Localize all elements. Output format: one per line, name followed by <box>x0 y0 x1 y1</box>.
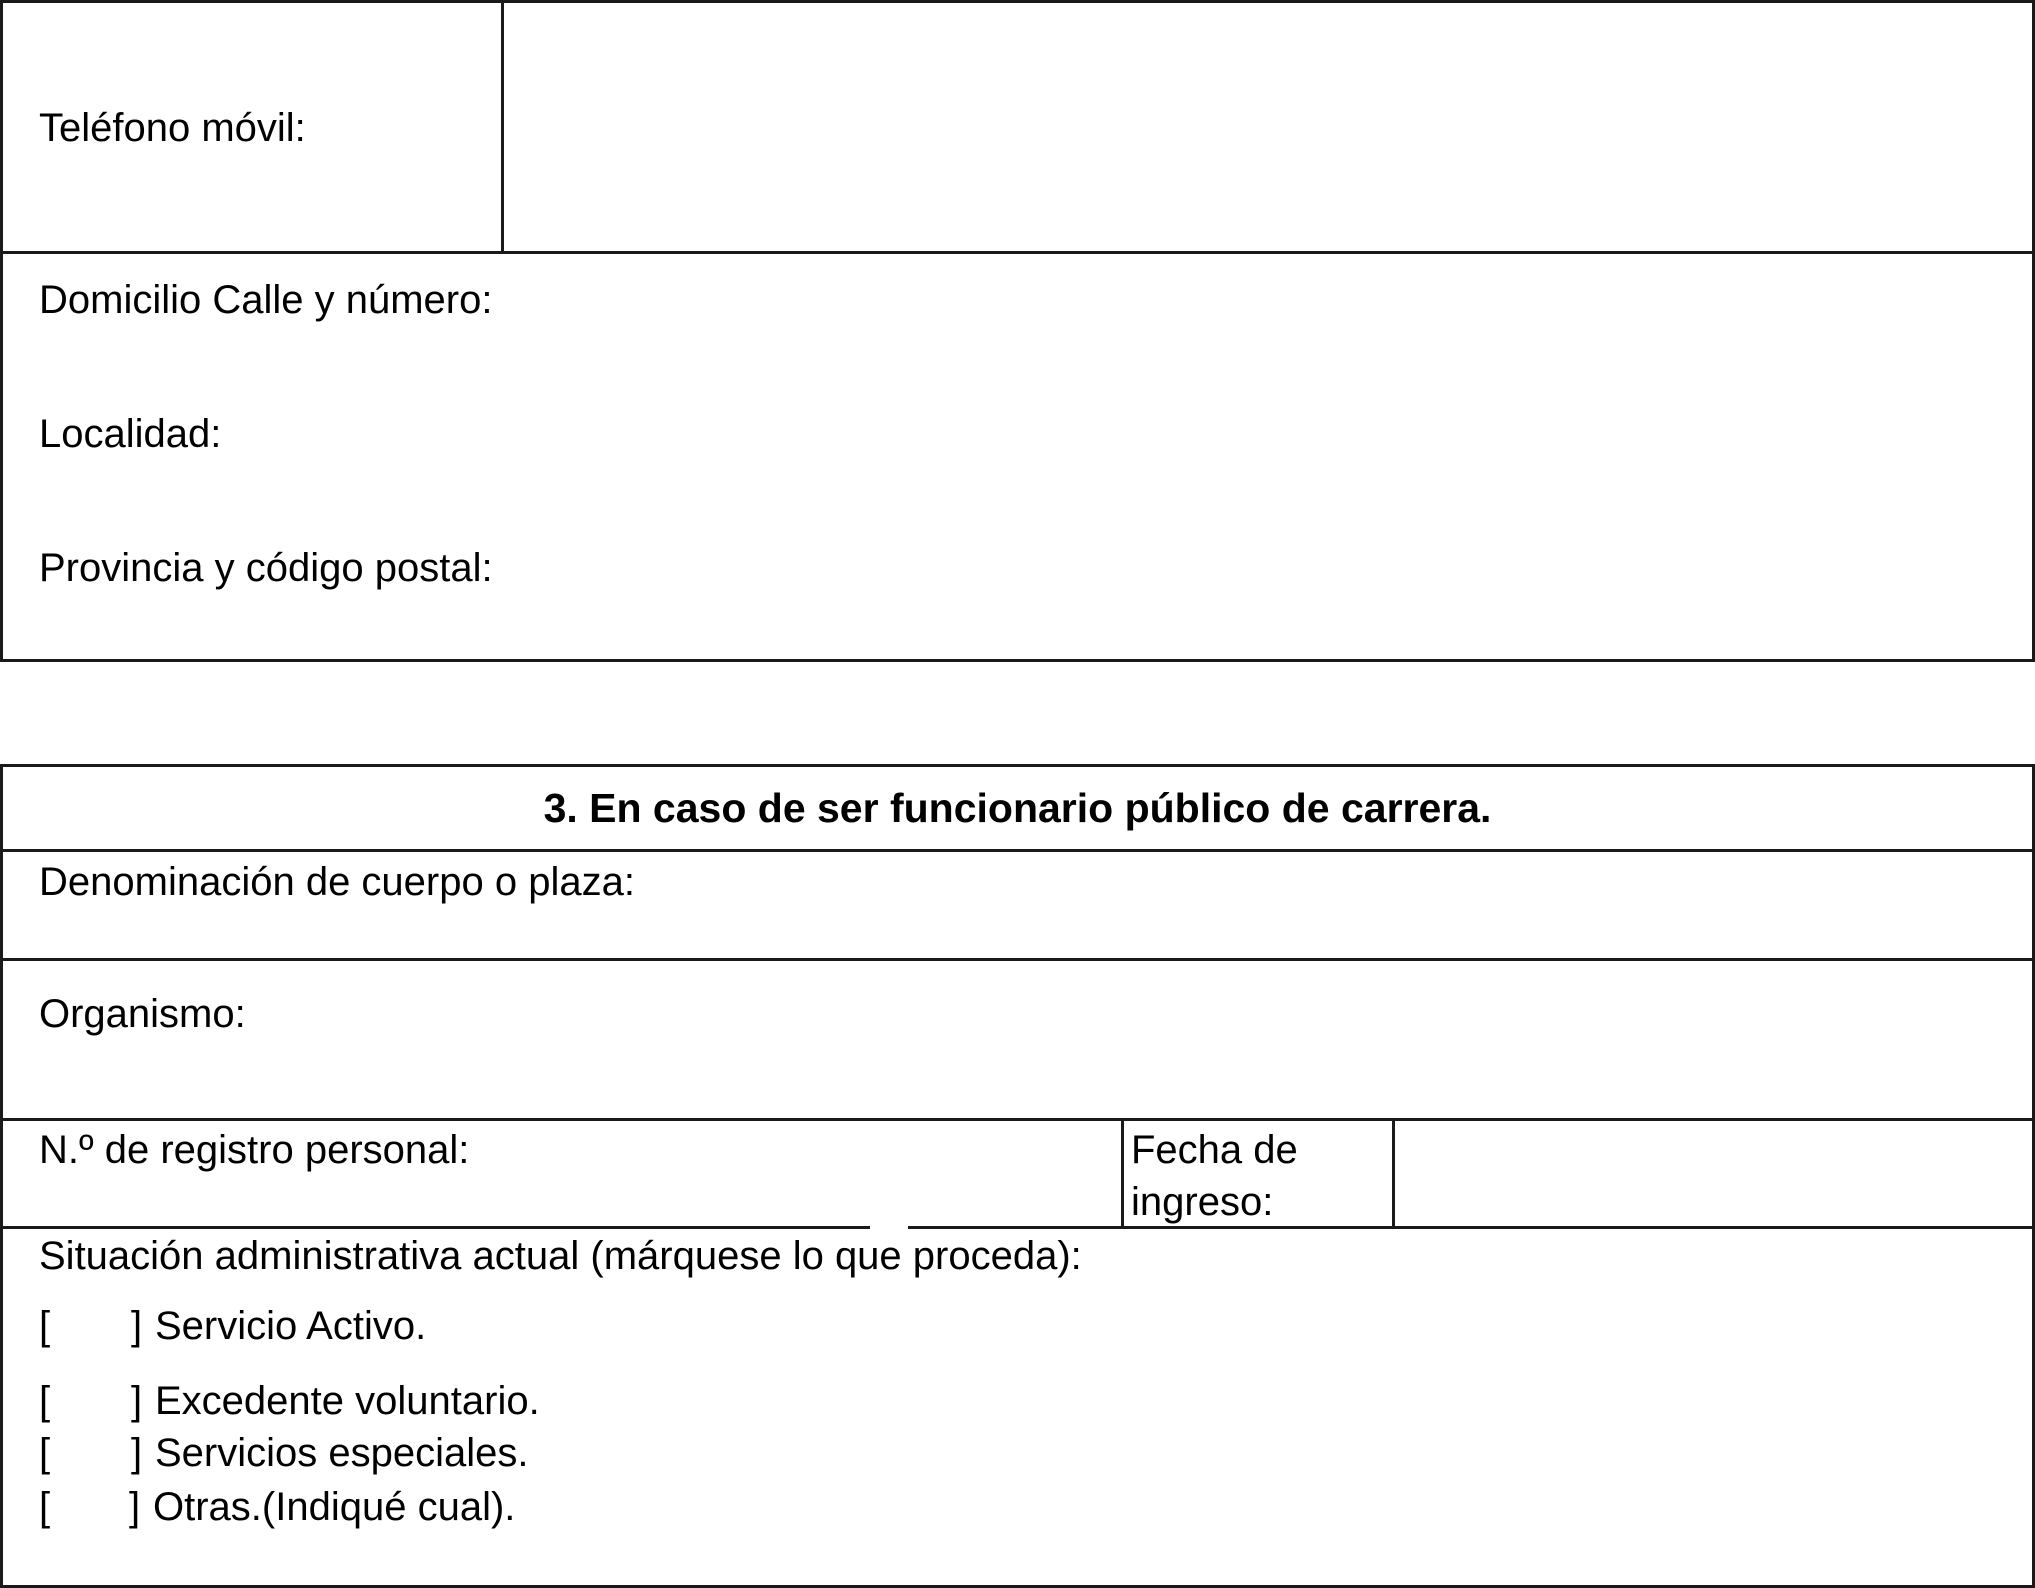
option-label: Servicio Activo. <box>155 1304 427 1348</box>
option-servicio-activo[interactable] <box>39 1300 739 1352</box>
registry-label: N.º de registro personal: <box>39 1128 470 1172</box>
checkbox-close-bracket: ] <box>131 1304 143 1348</box>
locality-label: Localidad: <box>39 412 222 456</box>
option-label: Excedente voluntario. <box>155 1379 540 1423</box>
checkbox-open-bracket: [ <box>39 1379 51 1423</box>
province-postal-label: Provincia y código postal: <box>39 546 493 590</box>
checkbox-open-bracket: [ <box>39 1431 51 1475</box>
checkbox-open-bracket: [ <box>39 1304 51 1348</box>
section-3-title: 3. En caso de ser funcionario público de carrera. <box>543 785 1492 831</box>
agency-label: Organismo: <box>39 992 246 1036</box>
address-label: Domicilio Calle y número: <box>39 278 493 322</box>
option-label: Otras.(Indiqué cual). <box>153 1485 516 1529</box>
locality-field[interactable] <box>3 384 2032 518</box>
mobile-column-divider <box>501 0 504 253</box>
status-label: Situación administrativa actual (márquese lo que proceda): <box>39 1234 1082 1278</box>
checkbox-close-bracket: ] <box>131 1431 143 1475</box>
checkbox-close-bracket: ] <box>131 1379 143 1423</box>
registry-row-divider-left <box>0 1226 870 1229</box>
option-label: Servicios especiales. <box>155 1431 529 1475</box>
registry-column-divider <box>1121 1118 1124 1228</box>
registry-row-divider-right <box>908 1226 2035 1229</box>
mobile-phone-label: Teléfono móvil: <box>39 106 306 150</box>
checkbox-close-bracket: ] <box>129 1485 141 1529</box>
option-otras[interactable] <box>39 1481 739 1533</box>
option-excedente-voluntario[interactable] <box>39 1375 739 1427</box>
entry-date-label: Fecha de ingreso: <box>1131 1128 1298 1224</box>
option-servicios-especiales[interactable] <box>39 1427 739 1479</box>
checkbox-open-bracket: [ <box>39 1485 51 1529</box>
corps-label: Denominación de cuerpo o plaza: <box>39 860 635 904</box>
entry-date-field[interactable] <box>1395 1121 2032 1226</box>
agency-field[interactable] <box>3 961 2032 1118</box>
mobile-phone-field[interactable] <box>505 3 2032 251</box>
